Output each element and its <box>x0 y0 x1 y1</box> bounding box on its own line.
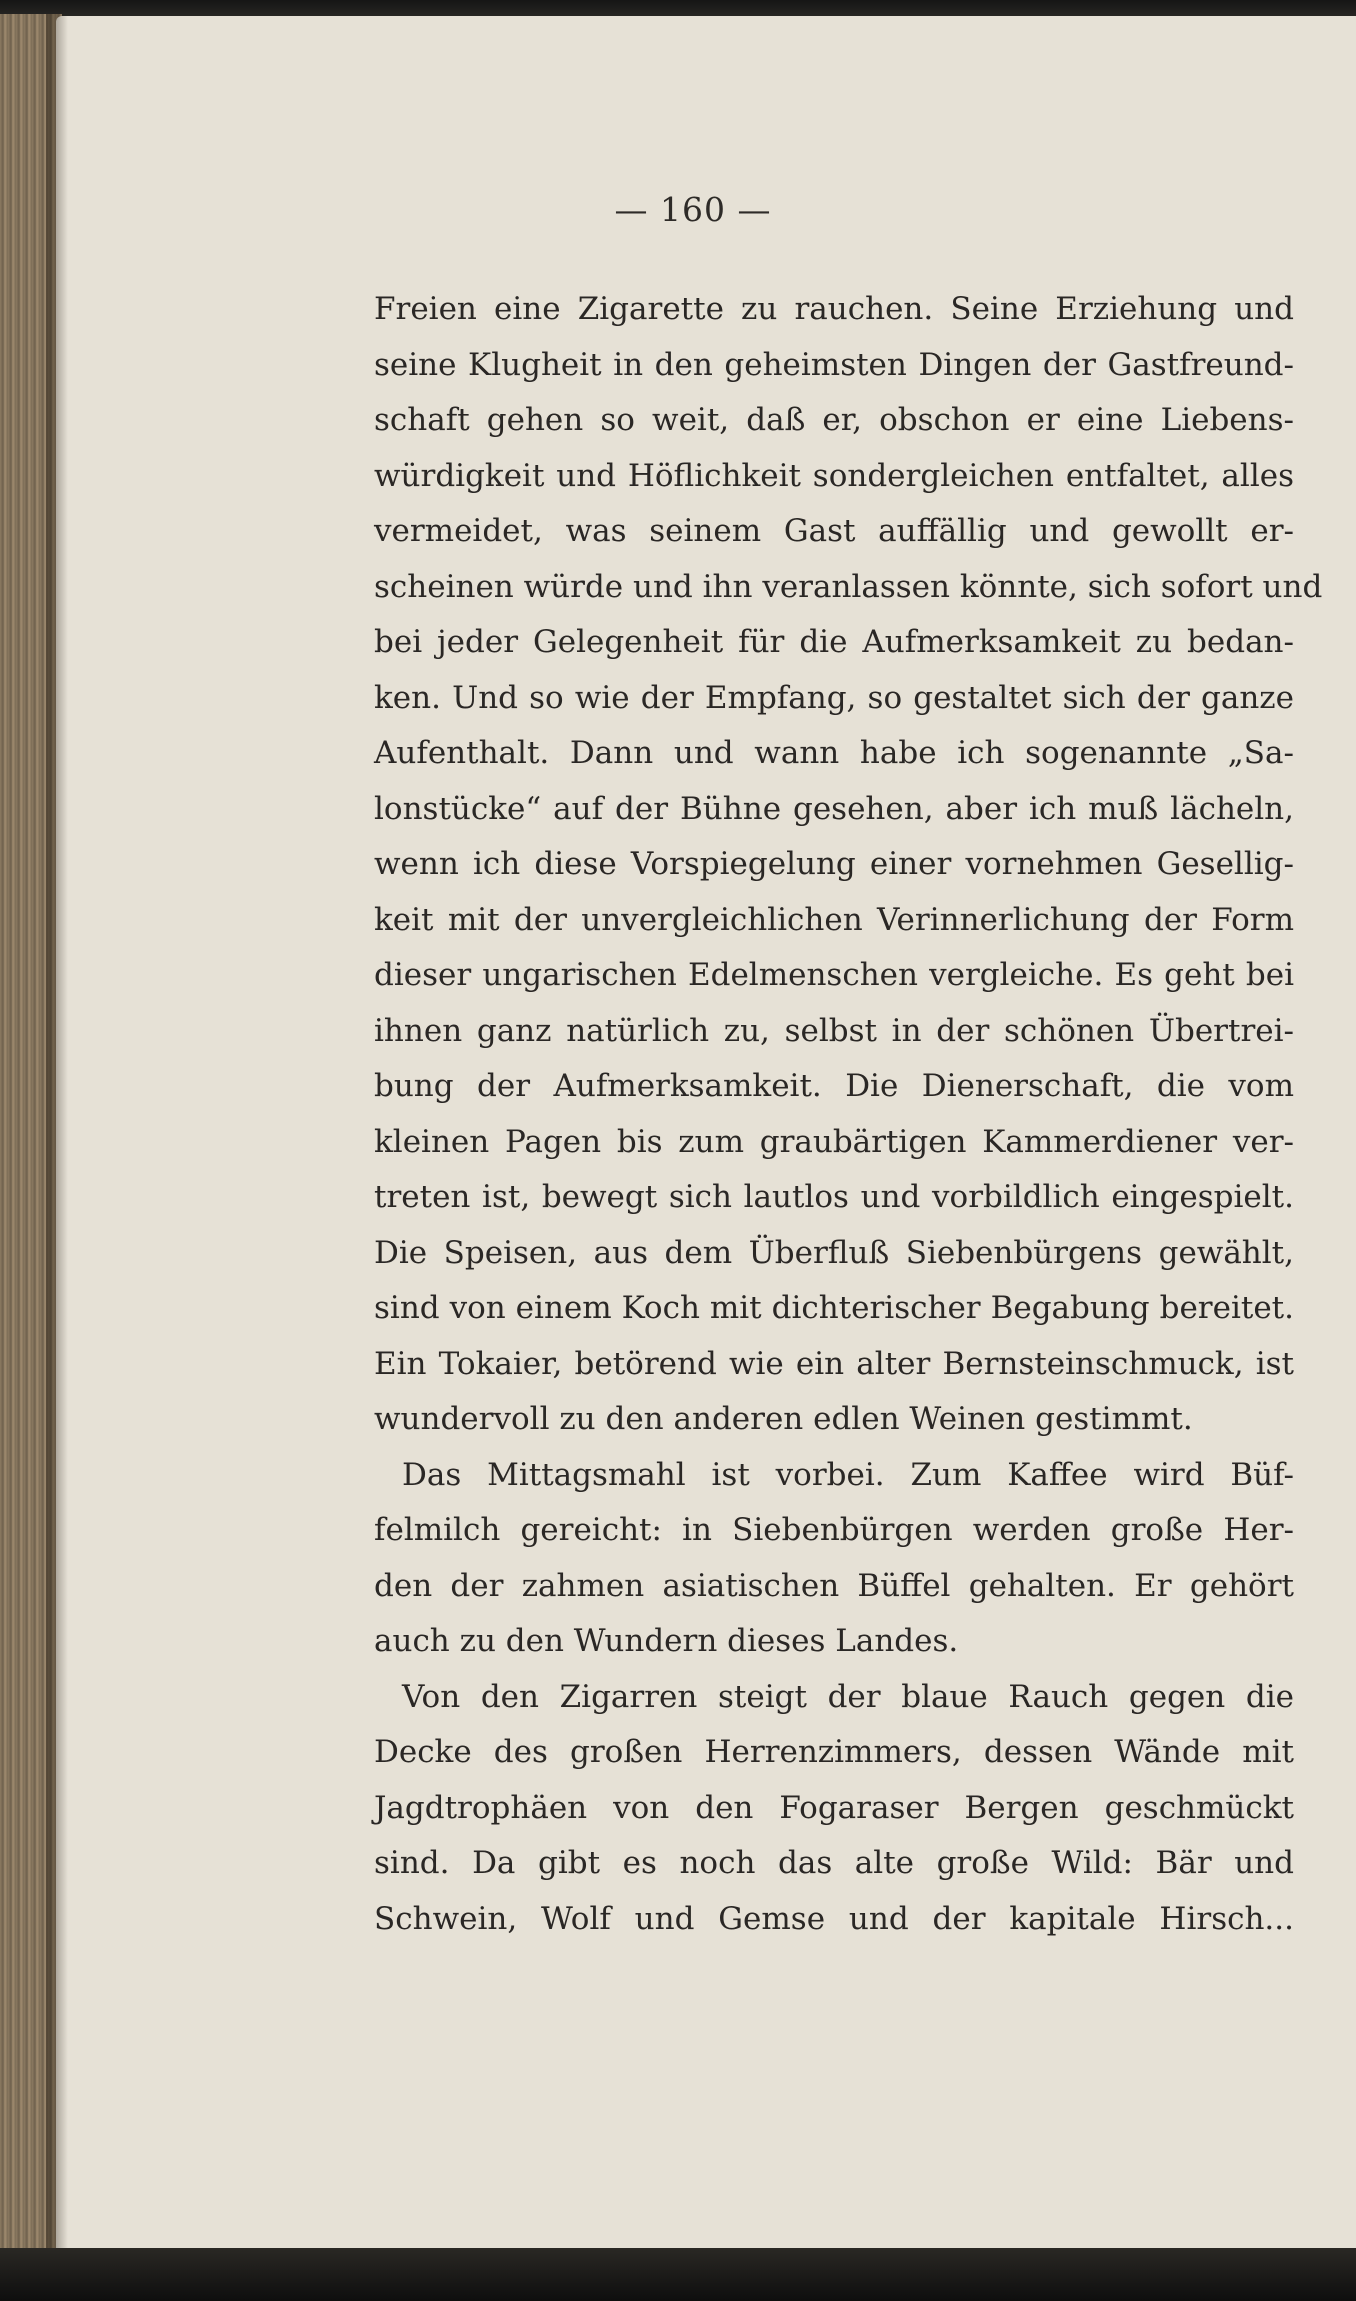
paragraph-3 <box>374 1670 1294 1948</box>
text-line: ihnen ganz natürlich zu, selbst in der schönen Übertrei- <box>374 1012 1294 1049</box>
text-line: kleinen Pagen bis zum graubärtigen Kammerdiener ver- <box>374 1123 1294 1160</box>
text-line: bung der Aufmerksamkeit. Die Dienerschaft, die vom <box>374 1068 1294 1104</box>
text-line: Freien eine Zigarette zu rauchen. Seine Erziehung und <box>374 291 1294 327</box>
text-line: felmilch gereicht: in Siebenbürgen werden große Her- <box>374 1512 1294 1548</box>
scan-bottom-border <box>0 2248 1356 2301</box>
text-line: Aufenthalt. Dann und wann habe ich sogenannte „Sa- <box>374 735 1294 771</box>
body-text <box>374 282 1323 1947</box>
text-line: scheinen würde und ihn veranlassen könnte, sich sofort und <box>374 568 1323 605</box>
page-number: — 160 — <box>614 190 772 229</box>
text-line: keit mit der unvergleichlichen Verinnerlichung der Form <box>374 901 1294 938</box>
text-line: wundervoll zu den anderen edlen Weinen gestimmt. <box>374 1401 1193 1437</box>
text-line: Schwein, Wolf und Gemse und der kapitale Hirsch... <box>374 1900 1294 1937</box>
text-line: Jagdtrophäen von den Fogaraser Bergen geschmückt <box>374 1789 1294 1826</box>
text-line: den der zahmen asiatischen Büffel gehalten. Er gehört <box>374 1567 1294 1604</box>
text-line: vermeidet, was seinem Gast auffällig und gewollt er- <box>374 513 1294 549</box>
text-line: Das Mittagsmahl ist vorbei. Zum Kaffee wird Büf- <box>402 1456 1294 1493</box>
text-line: würdigkeit und Höflichkeit sondergleichen entfaltet, alles <box>374 457 1294 494</box>
text-line: sind. Da gibt es noch das alte große Wild: Bär und <box>374 1845 1294 1881</box>
paragraph-1 <box>374 282 1323 1448</box>
text-line: bei jeder Gelegenheit für die Aufmerksamkeit zu bedan- <box>374 624 1294 660</box>
text-line: schaft gehen so weit, daß er, obschon er eine Liebens- <box>374 402 1294 438</box>
text-line: ken. Und so wie der Empfang, so gestaltet sich der ganze <box>374 679 1294 716</box>
text-line: auch zu den Wundern dieses Landes. <box>374 1623 959 1659</box>
text-line: wenn ich diese Vorspiegelung einer vornehmen Gesellig- <box>374 846 1294 882</box>
text-line: Von den Zigarren steigt der blaue Rauch gegen die <box>402 1678 1294 1715</box>
text-line: dieser ungarischen Edelmenschen vergleiche. Es geht bei <box>374 957 1294 993</box>
text-line: Decke des großen Herrenzimmers, dessen Wände mit <box>374 1734 1294 1770</box>
text-line: Die Speisen, aus dem Überfluß Siebenbürgens gewählt, <box>374 1234 1294 1271</box>
text-line: treten ist, bewegt sich lautlos und vorbildlich eingespielt. <box>374 1179 1294 1215</box>
text-line: sind von einem Koch mit dichterischer Begabung bereitet. <box>374 1290 1294 1326</box>
gutter-shadow <box>46 14 68 2254</box>
text-line: Ein Tokaier, betörend wie ein alter Bernsteinschmuck, ist <box>374 1345 1294 1382</box>
text-line: lonstücke“ auf der Bühne gesehen, aber ich muß lächeln, <box>374 790 1294 827</box>
paragraph-2 <box>374 1448 1294 1670</box>
text-line: seine Klugheit in den geheimsten Dingen der Gastfreund- <box>374 346 1294 383</box>
